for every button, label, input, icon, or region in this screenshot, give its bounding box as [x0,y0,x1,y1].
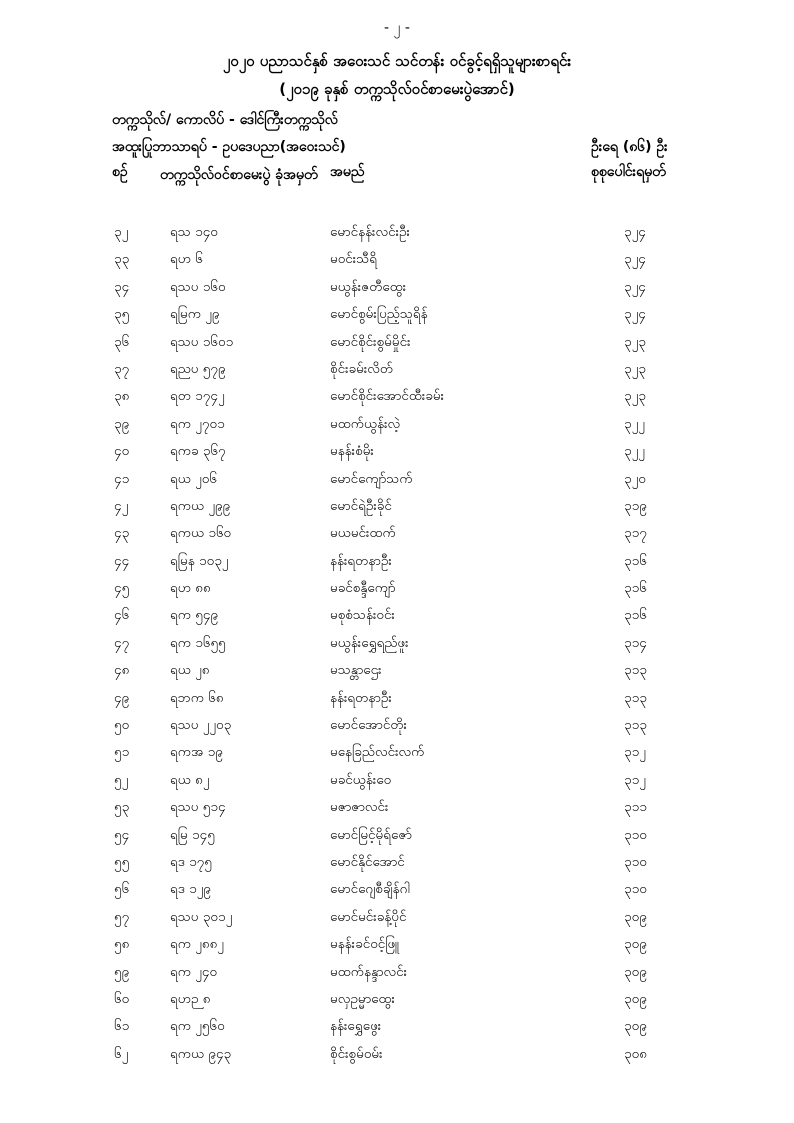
row-marks: ၃၁၀ [624,826,647,843]
row-roll-number: ရကယ ၁၆၀ [170,525,232,542]
row-roll-number: ရမြ ၁၄၅ [170,826,215,843]
row-number: ၅၉ [114,963,130,980]
row-marks: ၃၁၂ [624,744,646,761]
row-number: ၅၀ [114,717,130,734]
row-roll-number: ရကယ ၂၉၉ [170,497,231,514]
row-marks: ၃၁၃ [624,689,647,706]
row-marks: ၃၂၀ [624,470,646,487]
table-row [0,823,794,850]
row-name: မောင်မြင့်မိုရ်ဇော် [330,826,412,843]
row-name: မနန်းခင်ဝင့်ဖြူ [330,936,400,953]
document-subtitle: (၂၀၁၉ ခုနှစ် တက္ကသိုလ်ဝင်စာမေးပွဲအောင်) [279,80,515,98]
row-name: မယမင်းထက် [330,525,396,542]
table-row [0,1014,794,1041]
quota-line: ဦးရေ (၈၆) ဦး [591,139,668,155]
row-number: ၅၂ [114,771,129,788]
row-roll-number: ရက ၁၆၅၅ [170,634,226,651]
row-number: ၅၃ [114,799,130,816]
row-name: မဝင်းသီရိ [330,251,378,268]
row-roll-number: ရကအ ၁၉ [170,744,223,761]
table-row [0,740,794,767]
row-name: မောင်ရဲဦးခိုင် [330,497,392,514]
row-name: မခင်ယွန်းဝေ [330,771,392,788]
row-marks: ၃၁၆ [624,580,647,597]
table-row [0,768,794,795]
table-row [0,412,794,439]
table-row [0,439,794,466]
row-name: မယွန်းဇတီထွေး [330,278,407,295]
row-marks: ၃၁၁ [624,799,647,816]
table-row [0,1042,794,1069]
row-roll-number: ရသပ ၂၂၀၃ [170,717,232,734]
row-marks: ၃၁၆ [624,607,647,624]
page-number: - ၂ - [384,20,410,36]
table-row [0,960,794,987]
row-marks: ၃၁၀ [624,881,647,898]
row-marks: ၃၂၂ [624,415,645,432]
row-roll-number: ရသပ ၃၀၁၂ [170,908,233,925]
row-number: ၃၆ [114,333,130,350]
row-number: ၃၃ [114,251,130,268]
row-name: မဇာဇာလင်း [330,799,389,816]
row-roll-number: ရကခ ၃၆၇ [170,443,226,460]
row-name: နန်းရတနာဦး [330,552,392,569]
row-number: ၅၄ [114,826,130,843]
header-marks: စုစုပေါင်းရမှတ် [591,164,666,180]
row-number: ၄၅ [114,580,130,597]
result-table [0,220,794,1069]
table-row [0,987,794,1014]
row-name: မယွန်းရွှေရည်ဖူး [330,634,409,651]
table-row [0,521,794,548]
table-row [0,330,794,357]
row-roll-number: ရယ ၂၀၆ [170,470,217,487]
row-name: မောင်ဂျေစီချိန်ဂါ [330,881,410,898]
table-row [0,713,794,740]
table-row [0,220,794,247]
row-name: မနန်းစံမိုး [330,443,374,460]
subject-line: အထူးပြုဘာသာရပ် - ဥပဒေပညာ(အဝေးသင်) [112,139,346,155]
row-name: နန်းရွှေဖွေး [330,1018,382,1035]
row-marks: ၃၀၉ [624,908,647,925]
row-roll-number: ရယ ၈၂ [170,771,210,788]
row-marks: ၃၁၄ [624,634,647,651]
row-marks: ၃၂၂ [624,443,645,460]
row-marks: ၃၀၈ [624,1045,647,1062]
row-roll-number: ရသ ၁၄၀ [170,224,218,240]
row-name: မောင်ကျော်သက် [330,470,413,487]
row-number: ၃၄ [114,278,130,295]
row-name: မသန္တာဌေး [330,662,382,679]
table-row [0,631,794,658]
row-name: မနေခြည်လင်းလက် [330,744,425,761]
table-row [0,384,794,411]
row-number: ၃၅ [114,306,130,323]
row-marks: ၃၂၄ [624,306,646,323]
table-row [0,275,794,302]
row-roll-number: ရဟဉ ၈ [170,990,211,1007]
row-marks: ၃၂၄ [624,278,646,295]
row-number: ၄၀ [114,443,130,460]
table-row [0,686,794,713]
row-number: ၄၂ [114,497,129,514]
table-row [0,905,794,932]
row-roll-number: ရတ ၁၇၄၂ [170,388,225,405]
row-roll-number: ရက ၂၅၆၀ [170,1018,225,1035]
row-roll-number: ရဒ ၁၂၉ [170,881,211,898]
table-row [0,247,794,274]
row-marks: ၃၀၉ [624,963,647,980]
row-marks: ၃၂၄ [624,251,646,268]
row-number: ၅၈ [114,936,130,953]
row-roll-number: ရမြန ၁၀၃၂ [170,552,229,569]
table-row [0,658,794,685]
row-number: ၄၄ [114,552,130,569]
table-row [0,850,794,877]
row-name: မခင်စန္ဒီကျော် [330,580,396,597]
table-row [0,795,794,822]
row-marks: ၃၂၃ [624,360,646,377]
row-marks: ၃၁၇ [624,525,647,542]
row-number: ၅၆ [114,881,130,898]
row-roll-number: ရဘက ၆၈ [170,689,224,706]
row-name: မောင်နန်းလင်းဦး [330,224,410,240]
table-row [0,549,794,576]
row-marks: ၃၁၆ [624,552,647,569]
row-roll-number: ရသပ ၁၆၀၁ [170,333,234,350]
row-roll-number: ရမြက ၂၉ [170,306,220,323]
row-marks: ၃၂၄ [624,224,646,240]
university-line: တက္ကသိုလ်/ ကောလိပ် - ဒေါင်ကြီးတက္ကသိုလ် [112,112,338,128]
row-number: ၄၁ [114,470,130,487]
header-roll: တက္ကသိုလ်ဝင်စာမေးပွဲ ခုံအမှတ် [160,167,318,183]
row-name: မထက်နန္ဒာလင်း [330,963,408,980]
row-marks: ၃၁၉ [624,497,647,514]
table-row [0,932,794,959]
row-roll-number: ရဟ ၆ [170,251,203,268]
row-name: မောင်စွမ်းပြည့်သူရိန် [330,306,428,323]
row-number: ၄၆ [114,607,130,624]
row-name: မောင်အောင်တိုး [330,717,407,734]
row-number: ၆၀ [114,990,130,1007]
header-name: အမည် [330,164,365,180]
row-marks: ၃၀၉ [624,1018,647,1035]
row-number: ၄၃ [114,525,130,542]
row-roll-number: ရညပ ၅၇၉ [170,360,226,377]
row-roll-number: ရကယ ၉၄၃ [170,1045,232,1062]
table-row [0,494,794,521]
row-number: ၃၇ [114,360,130,377]
table-row [0,302,794,329]
table-row [0,576,794,603]
row-name: နန်းရတနာဦး [330,689,392,706]
row-roll-number: ရသပ ၅၁၄ [170,799,226,816]
row-marks: ၃၂၃ [624,388,646,405]
row-marks: ၃၁၃ [624,662,647,679]
row-roll-number: ရက ၂၈၈၂ [170,936,224,953]
row-roll-number: ရယ ၂၈ [170,662,210,679]
row-name: မထက်ယွန်းလဲ့ [330,415,401,432]
row-number: ၅၅ [114,853,130,870]
row-marks: ၃၀၉ [624,990,647,1007]
row-roll-number: ရက ၂၇၀၁ [170,415,225,432]
row-roll-number: ရက ၅၄၉ [170,607,219,624]
row-number: ၆၂ [114,1045,129,1062]
row-name: မစုစံသန်းဝင်း [330,607,395,624]
row-marks: ၃၁၂ [624,771,646,788]
row-roll-number: ရသပ ၁၆၀ [170,278,226,295]
row-roll-number: ရဟ ၈၈ [170,580,211,597]
row-number: ၃၂ [114,224,129,240]
row-number: ၄၇ [114,634,130,651]
row-roll-number: ရက ၂၄၀ [170,963,218,980]
row-number: ၅၇ [114,908,130,925]
row-marks: ၃၂၃ [624,333,646,350]
header-no: စဉ် [112,164,128,180]
row-marks: ၃၁၀ [624,853,647,870]
table-row [0,357,794,384]
table-row [0,603,794,630]
row-name: မောင်နိုင်အောင် [330,853,405,870]
table-row [0,877,794,904]
row-name: မောင်စိုင်းစွမ်မှိုင်း [330,333,411,350]
row-name: စိုင်းခမ်းလိတ် [330,360,394,377]
document-title: ၂၀၂၀ ပညာသင်နှစ် အဝေးသင် သင်တန်း ဝင်ခွင့်ရရှိသူများစာရင်း [222,52,572,70]
row-number: ၅၁ [114,744,130,761]
row-name: မောင်စိုင်းအောင်ထီးခမ်း [330,388,445,405]
row-name: မလှဥမ္မာထွေး [330,990,395,1007]
table-row [0,467,794,494]
row-name: စိုင်းစွမ်ဝမ်း [330,1045,383,1062]
row-number: ၆၁ [114,1018,130,1035]
row-number: ၃၉ [114,415,130,432]
row-name: မောင်မင်းခန့်ပိုင် [330,908,407,925]
row-roll-number: ရဒ ၁၇၅ [170,853,212,870]
row-marks: ၃၀၉ [624,936,647,953]
row-marks: ၃၁၃ [624,717,647,734]
row-number: ၃၈ [114,388,130,405]
row-number: ၄၈ [114,662,130,679]
row-number: ၄၉ [114,689,130,706]
